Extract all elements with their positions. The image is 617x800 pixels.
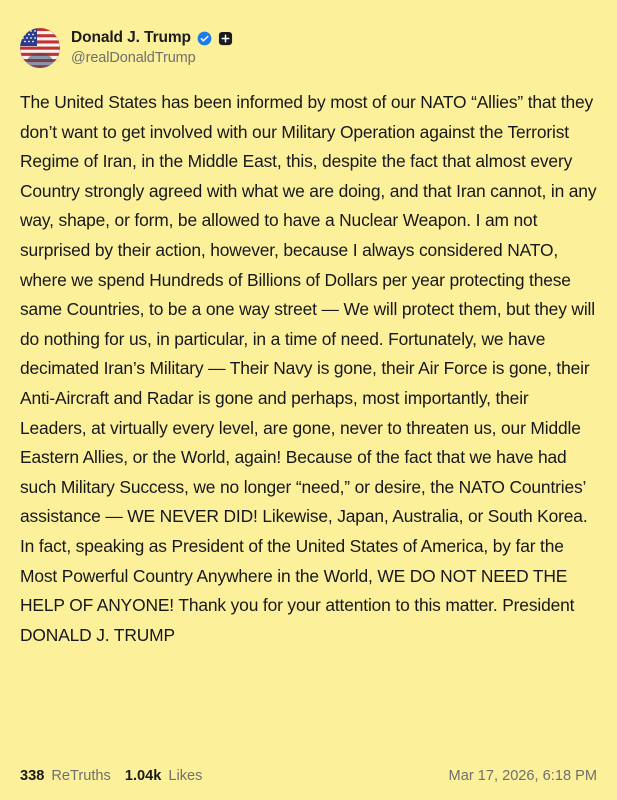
author-name-row [71, 29, 233, 47]
author-identity [71, 28, 233, 66]
author-display-name[interactable]: Donald J. Trump [71, 29, 191, 46]
retruths-count[interactable]: 338 [20, 768, 45, 784]
author-handle[interactable]: @realDonaldTrump [71, 50, 196, 66]
plus-badge-icon [218, 31, 233, 46]
verified-check-icon [197, 31, 212, 46]
post-stats [20, 768, 209, 784]
post-header [20, 20, 597, 68]
avatar[interactable] [20, 28, 60, 68]
post-content: The United States has been informed by most of our NATO “Allies” that they don’t want to get involved with our Military Operation against the Terrorist Regime of Iran, in the Middle East, this, despite the fact that almost every Country strongly agreed with what we are doing, and that Iran cannot, in any way, shape, or form, be allowed to have a Nuclear Weapon. I am not surprised by their action, however, because I always considered NATO, where we spend Hundreds of Billions of Dollars per year protecting these same Countries, to be a one way street — We will protect them, but they will do nothing for us, in particular, in a time of need. Fortunately, we have decimated Iran’s Military — Their Navy is gone, their Air Force is gone, their Anti-Aircraft and Radar is gone and perhaps, most importantly, their Leaders, at virtually every level, are gone, never to threaten us, our Middle Eastern Allies, or the World, again! Because of the fact that we have had such Military Success, we no longer “need,” or desire, the NATO Countries’ assistance — WE NEVER DID! Likewise, Japan, Australia, or South Korea. In fact, speaking as President of the United States of America, by far the Most Powerful Country Anywhere in the World, WE DO NOT NEED THE HELP OF ANYONE! Thank you for your attention to this matter. President DONALD J. TRUMP [20, 92, 602, 645]
likes-label[interactable]: Likes [168, 768, 203, 784]
post-timestamp: Mar 17, 2026, 6:18 PM [448, 768, 597, 784]
likes-count[interactable]: 1.04k [124, 768, 162, 784]
retruths-label[interactable]: ReTruths [51, 768, 111, 784]
post-footer [20, 762, 597, 800]
